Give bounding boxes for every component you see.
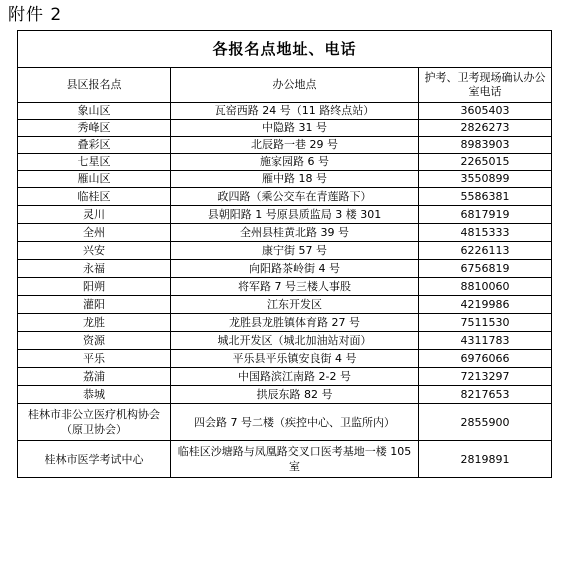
table-title-row bbox=[18, 31, 552, 68]
table-row bbox=[18, 188, 552, 206]
table-row bbox=[18, 332, 552, 350]
address-cell: 施家园路 6 号 bbox=[171, 154, 419, 171]
phone-cell: 3550899 bbox=[419, 171, 552, 188]
district-cell: 全州 bbox=[18, 224, 171, 242]
phone-cell: 2855900 bbox=[419, 404, 552, 441]
table-row bbox=[18, 296, 552, 314]
table-row bbox=[18, 386, 552, 404]
district-cell: 秀峰区 bbox=[18, 120, 171, 137]
phone-cell: 2826273 bbox=[419, 120, 552, 137]
address-cell: 将军路 7 号三楼人事股 bbox=[171, 278, 419, 296]
district-cell: 资源 bbox=[18, 332, 171, 350]
district-cell: 雁山区 bbox=[18, 171, 171, 188]
address-cell: 全州县桂黄北路 39 号 bbox=[171, 224, 419, 242]
district-cell: 桂林市医学考试中心 bbox=[18, 441, 171, 478]
header-address: 办公地点 bbox=[171, 68, 419, 103]
district-cell: 象山区 bbox=[18, 103, 171, 120]
district-cell: 七星区 bbox=[18, 154, 171, 171]
phone-cell: 6976066 bbox=[419, 350, 552, 368]
table-row bbox=[18, 368, 552, 386]
attachment-label: 附件 2 bbox=[8, 5, 63, 25]
phone-cell: 8217653 bbox=[419, 386, 552, 404]
table-row bbox=[18, 137, 552, 154]
table-row bbox=[18, 103, 552, 120]
district-cell: 平乐 bbox=[18, 350, 171, 368]
phone-cell: 4311783 bbox=[419, 332, 552, 350]
address-cell: 县朝阳路 1 号原县质监局 3 楼 301 bbox=[171, 206, 419, 224]
table-row bbox=[18, 120, 552, 137]
district-cell: 荔浦 bbox=[18, 368, 171, 386]
table-row bbox=[18, 171, 552, 188]
table-row bbox=[18, 350, 552, 368]
table-header-row bbox=[18, 68, 552, 103]
address-cell: 拱辰东路 82 号 bbox=[171, 386, 419, 404]
address-cell: 平乐县平乐镇安良街 4 号 bbox=[171, 350, 419, 368]
district-cell: 龙胜 bbox=[18, 314, 171, 332]
district-cell: 临桂区 bbox=[18, 188, 171, 206]
district-cell: 恭城 bbox=[18, 386, 171, 404]
district-cell: 永福 bbox=[18, 260, 171, 278]
address-cell: 城北开发区（城北加油站对面） bbox=[171, 332, 419, 350]
address-cell: 康宁街 57 号 bbox=[171, 242, 419, 260]
phone-cell: 8983903 bbox=[419, 137, 552, 154]
district-cell: 灌阳 bbox=[18, 296, 171, 314]
phone-cell: 7511530 bbox=[419, 314, 552, 332]
table-row bbox=[18, 314, 552, 332]
table-row bbox=[18, 278, 552, 296]
address-cell: 中国路滨江南路 2-2 号 bbox=[171, 368, 419, 386]
address-cell: 向阳路茶岭街 4 号 bbox=[171, 260, 419, 278]
phone-cell: 6817919 bbox=[419, 206, 552, 224]
address-cell: 政四路（乘公交车在青莲路下） bbox=[171, 188, 419, 206]
table-row bbox=[18, 260, 552, 278]
district-cell: 阳朔 bbox=[18, 278, 171, 296]
table-row bbox=[18, 224, 552, 242]
table-row bbox=[18, 154, 552, 171]
phone-cell: 5586381 bbox=[419, 188, 552, 206]
phone-cell: 2265015 bbox=[419, 154, 552, 171]
table-row bbox=[18, 404, 552, 441]
address-cell: 中隐路 31 号 bbox=[171, 120, 419, 137]
address-cell: 临桂区沙塘路与凤凰路交叉口医考基地一楼 105 室 bbox=[171, 441, 419, 478]
table-row bbox=[18, 441, 552, 478]
table-title: 各报名点地址、电话 bbox=[18, 31, 552, 68]
address-cell: 四会路 7 号二楼（疾控中心、卫监所内） bbox=[171, 404, 419, 441]
address-cell: 龙胜县龙胜镇体育路 27 号 bbox=[171, 314, 419, 332]
header-phone: 护考、卫考现场确认办公室电话 bbox=[419, 68, 552, 103]
district-cell: 灵川 bbox=[18, 206, 171, 224]
district-cell: 叠彩区 bbox=[18, 137, 171, 154]
phone-cell: 3605403 bbox=[419, 103, 552, 120]
table-row bbox=[18, 242, 552, 260]
phone-cell: 7213297 bbox=[419, 368, 552, 386]
address-cell: 北辰路一巷 29 号 bbox=[171, 137, 419, 154]
registration-sites-table bbox=[17, 30, 552, 478]
phone-cell: 4815333 bbox=[419, 224, 552, 242]
district-cell: 桂林市非公立医疗机构协会（原卫协会） bbox=[18, 404, 171, 441]
address-cell: 雁中路 18 号 bbox=[171, 171, 419, 188]
phone-cell: 6756819 bbox=[419, 260, 552, 278]
address-cell: 江东开发区 bbox=[171, 296, 419, 314]
phone-cell: 2819891 bbox=[419, 441, 552, 478]
table-row bbox=[18, 206, 552, 224]
district-cell: 兴安 bbox=[18, 242, 171, 260]
phone-cell: 6226113 bbox=[419, 242, 552, 260]
header-district: 县区报名点 bbox=[18, 68, 171, 103]
address-cell: 瓦窑西路 24 号（11 路终点站） bbox=[171, 103, 419, 120]
phone-cell: 4219986 bbox=[419, 296, 552, 314]
phone-cell: 8810060 bbox=[419, 278, 552, 296]
